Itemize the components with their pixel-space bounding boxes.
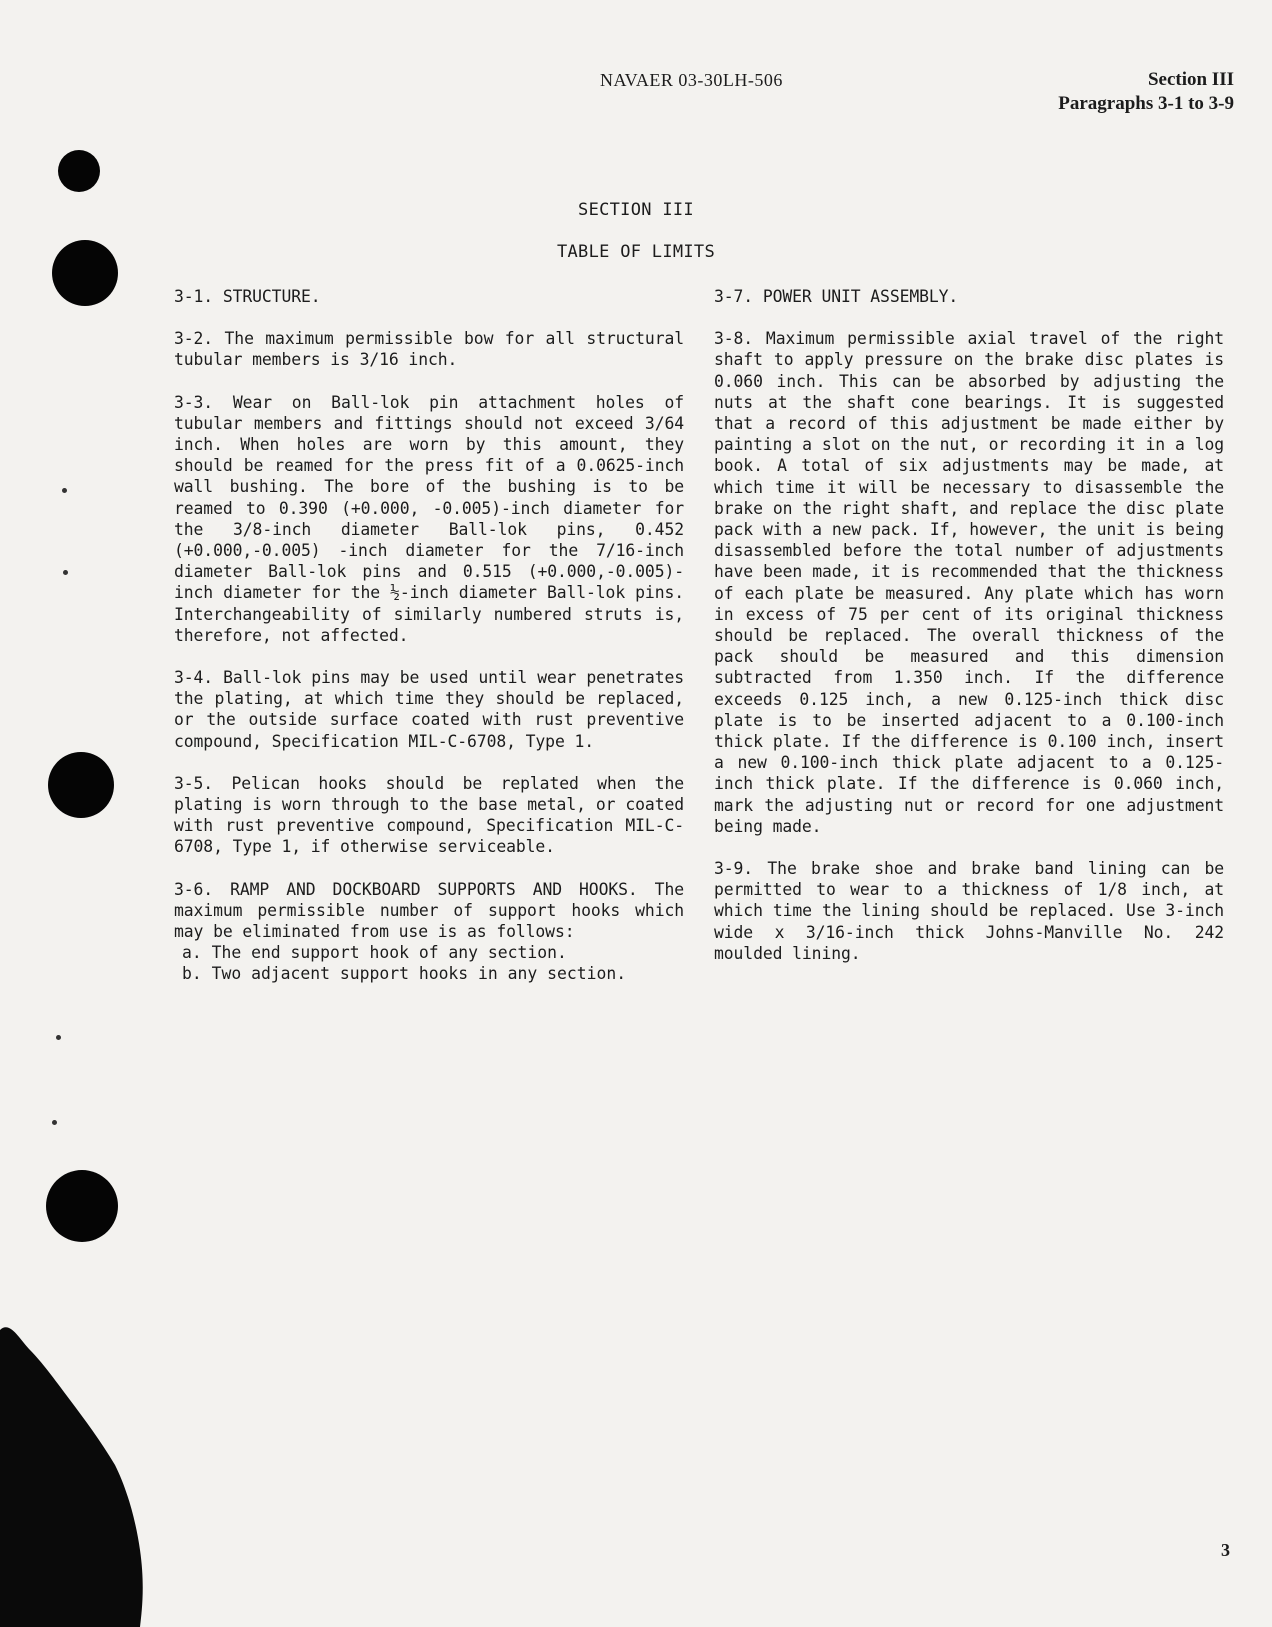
page-number: 3 bbox=[1221, 1540, 1230, 1560]
paragraph-3-3: 3-3. Wear on Ball-lok pin attachment holes of tubular members and fittings should not exceed 3/64 inch. When holes are worn by this amount, they should be reamed for the press fit of a 0.0625-inch wall bushing. The bore of the bushing is to be reamed to 0.390 (+0.000, -0.005)-inch diameter for the 3/8-inch diameter Ball-lok pins, 0.452 (+0.000,-0.005) -inch diameter for the 7/16-inch diameter Ball-lok pins and 0.515 (+0.000,-0.005)-inch diameter for the ½-inch diameter Ball-lok pins. Interchangeability of similarly numbered struts is, therefore, not affected. bbox=[174, 392, 684, 645]
paragraph-3-9: 3-9. The brake shoe and brake band lining can be permitted to wear to a thickness of 1/8 inch, at which time the lining should be replaced. Use 3-inch wide x 3/16-inch thick Johns-Manville No. 242 moulded lining. bbox=[714, 859, 1224, 963]
paragraph-3-1: 3-1. STRUCTURE. bbox=[174, 287, 321, 306]
punch-hole bbox=[48, 752, 114, 818]
paragraph-3-7: 3-7. POWER UNIT ASSEMBLY. bbox=[714, 287, 959, 306]
left-column bbox=[174, 286, 684, 985]
punch-hole bbox=[58, 150, 100, 192]
paragraphs-label: Paragraphs 3-1 to 3-9 bbox=[1058, 93, 1234, 114]
document-number: NAVAER 03-30LH-506 bbox=[600, 70, 783, 90]
speck bbox=[56, 1035, 61, 1040]
page-edge-shadow bbox=[0, 1270, 150, 1627]
section-title: SECTION III bbox=[578, 200, 694, 220]
speck bbox=[62, 488, 67, 493]
list-item-b: b. Two adjacent support hooks in any section. bbox=[182, 964, 627, 984]
section-subtitle: TABLE OF LIMITS bbox=[556, 242, 716, 262]
speck bbox=[52, 1120, 57, 1125]
header-right bbox=[1058, 68, 1234, 116]
right-column bbox=[714, 286, 1224, 985]
section-label: Section III bbox=[1147, 69, 1234, 90]
list-item-a: a. The end support hook of any section. bbox=[182, 943, 567, 963]
paragraph-3-5: 3-5. Pelican hooks should be replated when the plating is worn through to the base metal, or coated with rust preventive compound, Specification MIL-C-6708, Type 1, if otherwise serviceable. bbox=[174, 773, 684, 857]
paragraph-3-2: 3-2. The maximum permissible bow for all structural tubular members is 3/16 inch. bbox=[174, 329, 684, 370]
paragraph-3-8: 3-8. Maximum permissible axial travel of the right shaft to apply pressure on the brake disc plates is 0.060 inch. This can be absorbed by adjusting the nuts at the shaft cone bearings. It is suggested that a record of this adjustment be made either by painting a slot on the nut, or recording it in a log book. A total of six adjustments may be made, at which time it will be necessary to disassemble the brake on the right shaft, and replace the disc plate pack with a new pack. If, however, the unit is being disassembled before the total number of adjustments have been made, it is recommended that the thickness of each plate be measured. Any plate which has worn in excess of 75 per cent of its original thickness should be replaced. The overall thickness of the pack should be measured and this dimension subtracted from 1.350 inch. If the difference exceeds 0.125 inch, a new 0.125-inch thick disc plate is to be inserted adjacent to a 0.100-inch thick plate. If the difference is 0.100 inch, insert a new 0.100-inch thick plate adjacent to a 0.125-inch thick plate. If the difference is 0.060 inch, mark the adjusting nut or record for one adjustment being made. bbox=[714, 329, 1224, 836]
paragraph-3-6: 3-6. RAMP AND DOCKBOARD SUPPORTS AND HOOKS. The maximum permissible number of support hooks which may be eliminated from use is as follows: bbox=[174, 879, 684, 942]
paragraph-3-4: 3-4. Ball-lok pins may be used until wear penetrates the plating, at which time they should be replaced, or the outside surface coated with rust preventive compound, Specification MIL-C-6708, Type 1. bbox=[174, 668, 684, 751]
speck bbox=[63, 570, 68, 575]
punch-hole bbox=[46, 1170, 118, 1242]
